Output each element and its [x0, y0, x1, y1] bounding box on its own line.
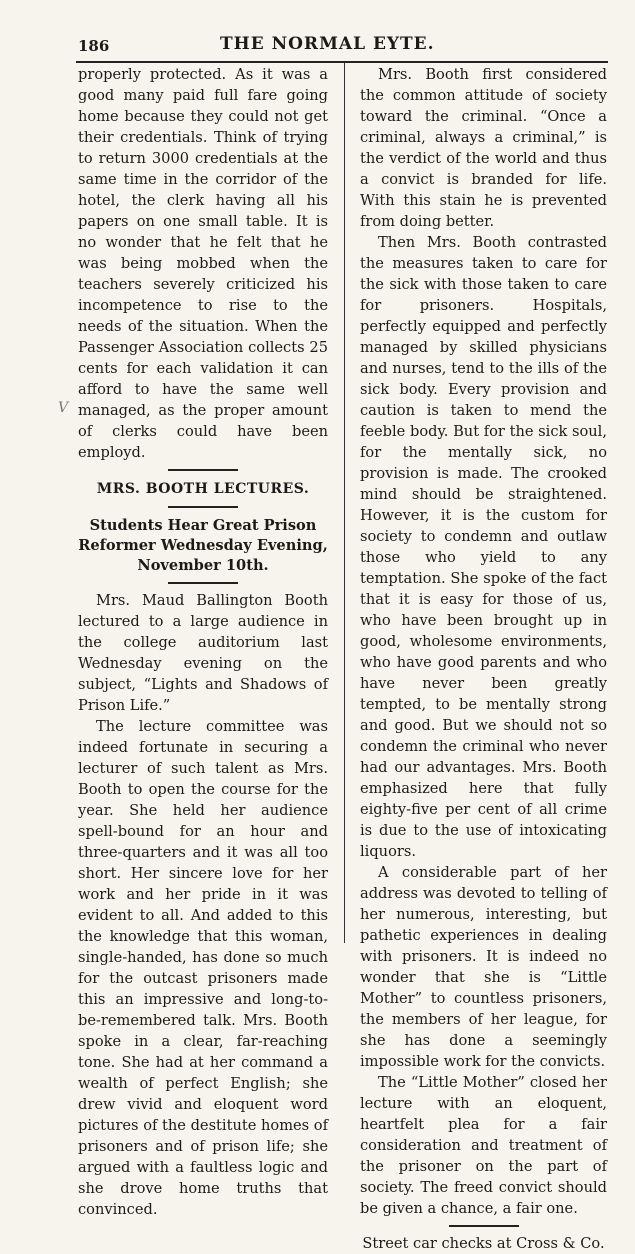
running-head-title: THE NORMAL EYTE. [220, 34, 435, 54]
subheading: Students Hear Great Prison Reformer Wednesday Evening, November 10th. [78, 517, 328, 574]
paragraph-closing: The “Little Mother” closed her lecture with an eloquent, heartfelt plea for a fair consideration and treatment of the prisoner on the part of society. The freed convict should be given a chance, a fair one. [360, 1074, 607, 1217]
paragraph-intro: Mrs. Maud Ballington Booth lectured to a large audience in the college auditorium last Wednesday evening on the subject, “Lights and Shadows of Prison Life.” [78, 592, 328, 714]
right-column [360, 64, 607, 1254]
paragraph-experiences: A considerable part of her address was devoted to telling of her numerous, interesting, but pathetic experiences in dealing with prisoners. It is indeed no wonder that she is “Little Mother” to countless prisoners, the members of her league, for she has done a seemingly impossible work for the convicts. [360, 864, 607, 1070]
column-divider [344, 63, 345, 943]
header-rule [76, 61, 608, 63]
footer-rule [449, 1225, 519, 1227]
section-rule [168, 506, 238, 508]
paragraph-contrast: Then Mrs. Booth contrasted the measures taken to care for the sick with those taken to care for prisoners. Hospitals, perfectly equipped and perfectly managed by skilled physicians and nurses, tend to the ills of the sick body. Every provision and caution is taken to mend the feeble body. But for the sick soul, for the mentally sick, no provision is made. The crooked mind should be straightened. However, it is the custom for society to condemn and outlaw those who yield to any temptation. She spoke of the fact that it is easy for those of us, who have been brought up in good, wholesome environments, who have good parents and who have never been greatly tempted, to be mentally strong and good. But we should not so condemn the criminal who never had our advantages. Mrs. Booth emphasized here that fully eighty-five per cent of all crime is due to the use of intoxicating liquors. [360, 234, 607, 860]
left-column [78, 64, 328, 1220]
paragraph-attitude: Mrs. Booth first considered the common attitude of society toward the criminal. “Once a criminal, always a criminal,” is the verdict of the world and thus a convict is branded for life. With this stain he is prevented from doing better. [360, 66, 607, 230]
paragraph-credentials: properly protected. As it was a good many paid full fare going home because they could not get their credentials. Think of trying to return 3000 credentials at the same time in the corridor of the hotel, the clerk having all his papers on one small table. It is no wonder that he felt that he was being mobbed when the teachers severely criticized his incompetence to rise to the needs of the situation. When the Passenger Association collects 25 cents for each validation it can afford to have the same well managed, as the proper amount of clerks could have been employd. [78, 66, 328, 461]
subhead-rule [168, 582, 238, 584]
paragraph-committee: The lecture committee was indeed fortunate in securing a lecturer of such talent as Mrs. Booth to open the course for the year. She held her audience spell-bound for an hour and three-quarters and it was all too short. Her sincere love for her work and her pride in it was evident to all. And added to this the knowledge that this woman, single-handed, has done so much for the outcast prisoners made this an impressive and long-to-be-remembered talk. Mrs. Booth spoke in a clear, far-reaching tone. She had at her command a wealth of perfect English; she drew vivid and eloquent word pictures of the destitute homes of prisoners and of prison life; she argued with a faultless logic and she drove home truths that convinced. [78, 718, 328, 1218]
section-title: MRS. BOOTH LECTURES. [96, 481, 310, 497]
margin-mark: V [58, 400, 69, 416]
footer-ad-line: Street car checks at Cross & Co. [362, 1235, 605, 1252]
section-rule [168, 469, 238, 471]
page-number: 186 [78, 37, 110, 55]
